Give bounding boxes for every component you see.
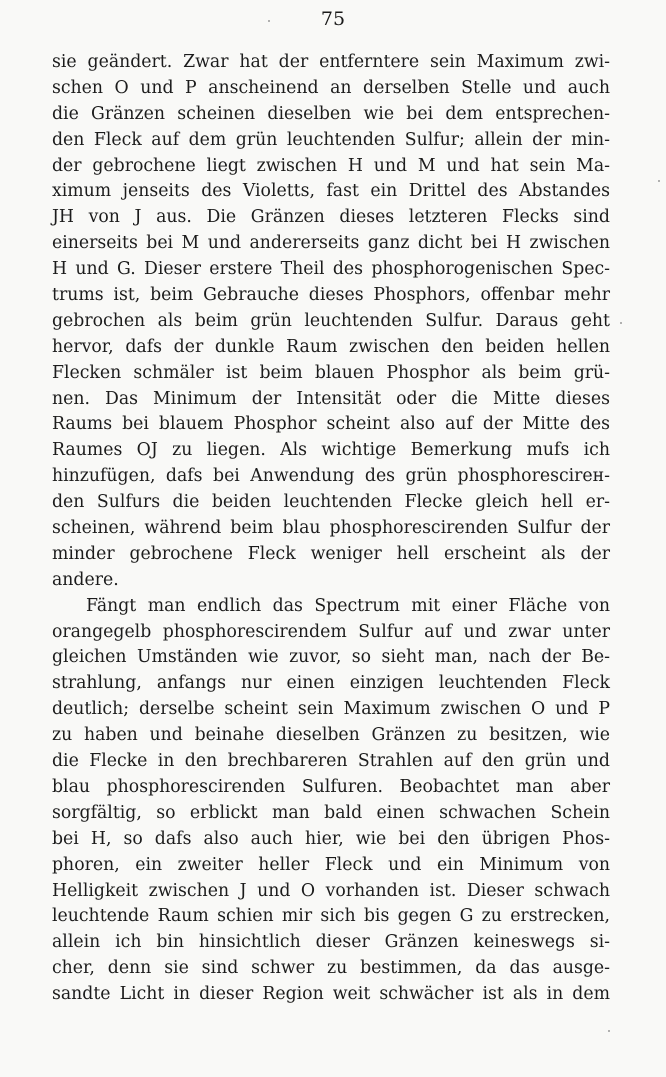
text-line: blau phosphorescirenden Sulfuren. Beobachtet man aber [52,776,610,797]
text-line: bei H, so dafs also auch hier, wie bei den übrigen Phos- [52,828,610,849]
text-line: minder gebrochene Fleck weniger hell erscheint als der [52,543,610,564]
text-line: orangegelb phosphorescirendem Sulfur auf und zwar unter [52,621,610,642]
text-line: cher, denn sie sind schwer zu bestimmen, da das ausge- [52,958,610,979]
paragraph-2 [52,594,610,1008]
text-line: Helligkeit zwischen J und O vorhanden ist. Dieser schwach [52,880,610,901]
text-line: den Sulfurs die beiden leuchtenden Flecke gleich hell er- [52,492,610,513]
text-line: die Gränzen scheinen dieselben wie bei dem entsprechen- [52,103,610,124]
text-line: gebrochen als beim grün leuchtenden Sulfur. Daraus geht [52,310,610,331]
text-line: andere. [52,569,119,590]
text-line: schen O und P anscheinend an derselben Stelle und auch [52,77,610,98]
text-line: Raumes OJ zu liegen. Als wichtige Bemerkung mufs ich [52,440,610,461]
text-line: sorgfältig, so erblickt man bald einen schwachen Schein [52,802,610,823]
text-line: zu haben und beinahe dieselben Gränzen zu besitzen, wie [52,725,610,746]
page-number: 75 [320,8,346,30]
text-line: der gebrochene liegt zwischen H und M und hat sein Ma- [52,155,610,176]
text-line: den Fleck auf dem grün leuchtenden Sulfur; allein der min- [52,129,610,150]
text-line: allein ich bin hinsichtlich dieser Gränzen keineswegs si- [52,932,610,953]
paper-speck [608,1030,610,1032]
text-line: phoren, ein zweiter heller Fleck und ein Minimum von [52,854,610,875]
text-line: sandte Licht in dieser Region weit schwächer ist als in dem [52,984,610,1005]
paper-speck [620,322,622,324]
text-line: nen. Das Minimum der Intensität oder die Mitte dieses [52,388,610,409]
text-line: H und G. Dieser erstere Theil des phosphorogenischen Spec- [52,259,610,280]
text-line: trums ist, beim Gebrauche dieses Phosphors, offenbar mehr [52,285,610,306]
text-line: gleichen Umständen wie zuvor, so sieht man, nach der Be- [52,647,610,668]
paper-speck [268,20,270,22]
text-line: die Flecke in den brechbareren Strahlen auf den grün und [52,751,610,772]
text-line: ximum jenseits des Violetts, fast ein Drittel des Abstandes [52,181,610,202]
text-line: hinzufügen, dafs bei Anwendung des grün phosphorescirен- [52,466,610,487]
text-line: Fängt man endlich das Spectrum mit einer Fläche von [86,595,610,616]
text-line: sie geändert. Zwar hat der entferntere sein Maximum zwi- [52,52,610,72]
text-line: deutlich; derselbe scheint sein Maximum zwischen O und P [52,699,610,720]
text-line: JH von J aus. Die Gränzen dieses letzteren Flecks sind [52,207,610,228]
text-line: Flecken schmäler ist beim blauen Phosphor als beim grü- [52,362,610,383]
text-line: strahlung, anfangs nur einen einzigen leuchtenden Fleck [52,673,610,694]
text-line: scheinen, während beim blau phosphorescirenden Sulfur der [52,518,610,539]
paper-speck [658,180,660,182]
text-line: leuchtende Raum schien mir sich bis gegen G zu erstrecken, [52,906,610,927]
paragraph-1 [52,50,610,594]
text-line: einerseits bei M und andererseits ganz dicht bei H zwischen [52,233,610,254]
text-line: Raums bei blauem Phosphor scheint also auf der Mitte des [52,414,610,435]
body-text [52,50,610,1008]
text-line: hervor, dafs der dunkle Raum zwischen den beiden hellen [52,336,610,357]
